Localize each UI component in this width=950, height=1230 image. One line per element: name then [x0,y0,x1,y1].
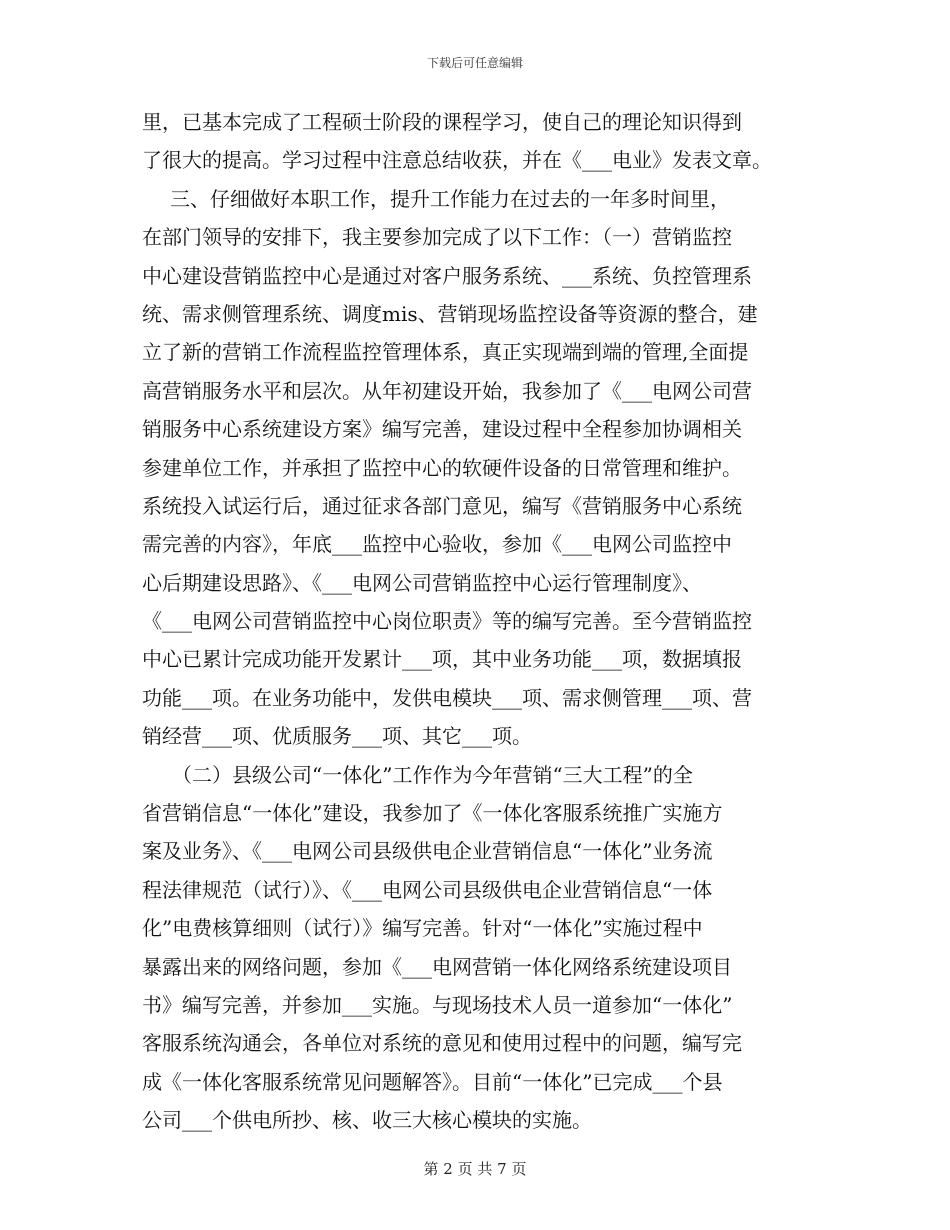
text-line: 系统投入试运行后，通过征求各部门意见，编写《营销服务中心系统 [142,493,742,518]
text-line: 中心建设营销监控中心是通过对客户服务系统、___系统、负控管理系 [142,263,752,288]
text-line: 立了新的营销工作流程监控管理体系，真正实现端到端的管理,全面提 [142,340,749,365]
text-line: 高营销服务水平和层次。从年初建设开始，我参加了《___电网公司营 [142,378,752,403]
text-line: 了很大的提高。学习过程中注意总结收获，并在《___电业》发表文章。 [142,148,772,173]
text-line: 里，已基本完成了工程硕士阶段的课程学习，使自己的理论知识得到 [142,110,742,134]
text-line: 需完善的内容》，年底___监控中心验收，参加《___电网公司监控中 [142,532,732,557]
document-body [142,103,812,1140]
text-line: 公司___个供电所抄、核、收三大核心模块的实施。 [142,1108,592,1133]
page-header-note: 下载后可任意编辑 [426,56,523,70]
page-number: 第 2 页 共 7 页 [423,1160,527,1178]
section-heading-line: （二）县级公司“一体化”工作作为今年营销“三大工程”的全 [172,762,693,787]
text-line: 《___电网公司营销监控中心岗位职责》等的编写完善。至今营销监控 [142,609,752,634]
text-line: 程法律规范（试行）》、《___电网公司县级供电企业营销信息“一体 [142,877,713,902]
text-line: 销服务中心系统建设方案》编写完善，建设过程中全程参加协调相关 [142,417,742,442]
text-line: 统、需求侧管理系统、调度mis、营销现场监控设备等资源的整合，建 [142,301,758,326]
text-line: 销经营___项、优质服务___项、其它___项。 [142,724,532,749]
section-heading-line: 三、仔细做好本职工作，提升工作能力在过去的一年多时间里， [170,186,730,211]
text-line: 在部门领导的安排下，我主要参加完成了以下工作：（一）营销监控 [142,225,732,250]
text-line: 暴露出来的网络问题，参加《___电网营销一体化网络系统建设项目 [142,954,732,979]
text-line: 省营销信息“一体化”建设，我参加了《一体化客服系统推广实施方 [142,801,723,826]
text-line: 心后期建设思路》、《___电网公司营销监控中心运行管理制度》、 [142,570,702,595]
text-line: 客服系统沟通会，各单位对系统的意见和使用过程中的问题，编写完 [142,1031,742,1056]
text-line: 成《一体化客服系统常见问题解答》。目前“一体化”已完成___个县 [142,1069,723,1094]
text-line: 功能___项。在业务功能中，发供电模块___项、需求侧管理___项、营 [142,685,752,710]
text-line: 书》编写完善，并参加___实施。与现场技术人员一道参加“一体化” [142,992,733,1017]
text-line: 化”电费核算细则（试行）》编写完善。针对“一体化”实施过程中 [142,916,703,941]
text-line: 案及业务》、《___电网公司县级供电企业营销信息“一体化”业务流 [142,839,713,864]
text-line: 中心已累计完成功能开发累计___项，其中业务功能___项，数据填报 [142,647,742,672]
text-line: 参建单位工作，并承担了监控中心的软硬件设备的日常管理和维护。 [142,455,742,480]
